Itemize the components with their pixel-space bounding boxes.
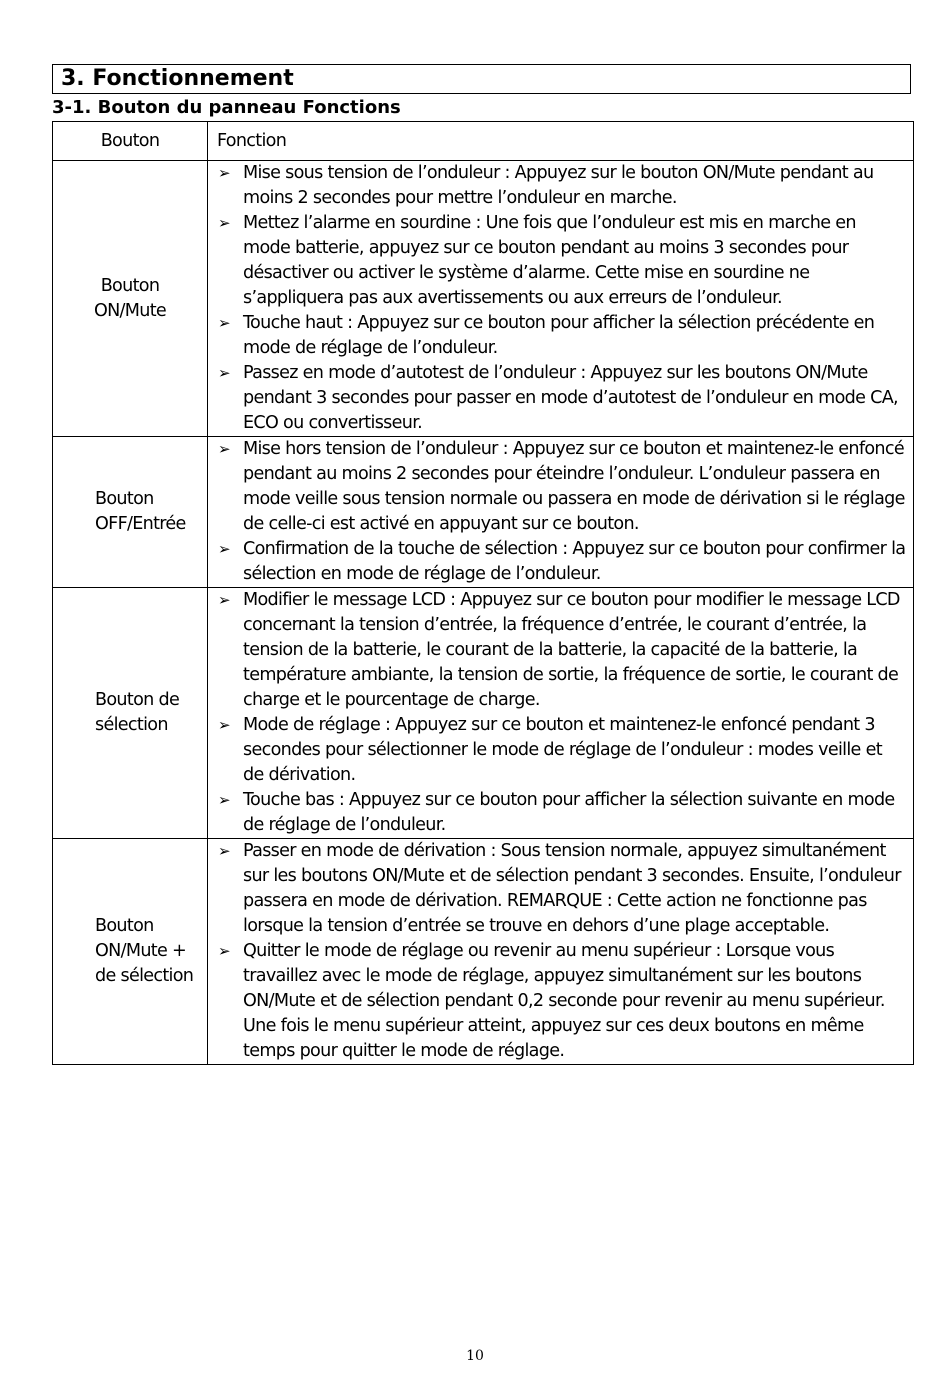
list-item: ➢ Confirmation de la touche de sélection : Appuyez sur ce bouton pour confirmer la sélection en mode de réglage de l’onduleur.	[218, 539, 906, 584]
table-row	[53, 588, 914, 839]
arrow-bullet-icon: ➢	[218, 214, 230, 232]
list-item: ➢ Passer en mode de dérivation : Sous tension normale, appuyez simultanément sur les boutons ON/Mute et de sélection pendant 3 secondes. Ensuite, l’onduleur passera en mode de dérivation. REMARQUE : Cette action ne fonctionne pas lorsque la tension d’entrée se trouve en dehors d’une plage acceptable.	[218, 841, 901, 936]
section-title: 3. Fonctionnement	[52, 64, 911, 94]
list-item: ➢ Touche haut : Appuyez sur ce bouton pour afficher la sélection précédente en mode de réglage de l’onduleur.	[218, 313, 875, 358]
header-bouton: Bouton	[53, 122, 208, 161]
button-name-cell	[53, 161, 208, 437]
arrow-bullet-icon: ➢	[218, 716, 230, 734]
arrow-bullet-icon: ➢	[218, 314, 230, 332]
button-name-line: OFF/Entrée	[95, 514, 186, 534]
button-name-line: ON/Mute	[93, 300, 167, 321]
list-item: ➢ Modifier le message LCD : Appuyez sur ce bouton pour modifier le message LCD concernant la tension d’entrée, la fréquence d’entrée, le courant d’entrée, la tension de la batterie, le courant de la batterie, la capacité de la batterie, la température ambiante, la tension de sortie, la fréquence de sortie, le courant de charge et le pourcentage de charge.	[218, 590, 900, 710]
arrow-bullet-icon: ➢	[218, 842, 230, 860]
button-name-line: Bouton de	[95, 690, 180, 710]
arrow-bullet-icon: ➢	[218, 942, 230, 960]
table-row	[53, 437, 914, 588]
button-name-cell	[53, 437, 208, 588]
button-name-line: Bouton	[100, 275, 160, 296]
table-row	[53, 839, 914, 1065]
button-name-line: sélection	[95, 715, 168, 735]
list-item: ➢ Mise hors tension de l’onduleur : Appuyez sur ce bouton et maintenez-le enfoncé pendant au moins 2 secondes pour éteindre l’onduleur. L’onduleur passera en mode veille sous tension normale ou passera en mode de dérivation si le réglage de celle-ci est activé en appuyant sur ce bouton.	[218, 439, 905, 534]
list-item: ➢ Mettez l’alarme en sourdine : Une fois que l’onduleur est mis en marche en mode batterie, appuyez sur ce bouton pendant au moins 3 secondes pour désactiver ou activer le système d’alarme. Cette mise en sourdine ne s’appliquera pas aux avertissements ou aux erreurs de l’onduleur.	[218, 213, 856, 308]
button-name-cell	[53, 588, 208, 839]
table-row	[53, 161, 914, 437]
list-item: ➢ Touche bas : Appuyez sur ce bouton pour afficher la sélection suivante en mode de réglage de l’onduleur.	[218, 790, 895, 835]
button-name-line: de sélection	[95, 966, 194, 986]
arrow-bullet-icon: ➢	[218, 364, 230, 382]
arrow-bullet-icon: ➢	[218, 440, 230, 458]
button-name-line: Bouton	[95, 916, 154, 936]
arrow-bullet-icon: ➢	[218, 591, 230, 609]
function-table	[52, 121, 914, 1065]
button-name-line: ON/Mute +	[95, 941, 187, 961]
arrow-bullet-icon: ➢	[218, 540, 230, 558]
header-fonction: Fonction	[208, 122, 914, 161]
function-cell	[208, 839, 914, 1065]
table-header-row	[53, 122, 914, 161]
arrow-bullet-icon: ➢	[218, 164, 230, 182]
list-item: ➢ Mise sous tension de l’onduleur : Appuyez sur le bouton ON/Mute pendant au moins 2 secondes pour mettre l’onduleur en marche.	[218, 163, 874, 208]
list-item: ➢ Passez en mode d’autotest de l’onduleur : Appuyez sur les boutons ON/Mute pendant 3 secondes pour passer en mode d’autotest de l’onduleur en mode CA, ECO ou convertisseur.	[218, 363, 898, 433]
page-number: 10	[466, 1348, 484, 1364]
function-cell	[208, 437, 914, 588]
button-name-cell	[53, 839, 208, 1065]
button-name-line: Bouton	[95, 489, 154, 509]
function-cell	[208, 588, 914, 839]
subsection-title: 3-1. Bouton du panneau Fonctions	[52, 97, 401, 118]
list-item: ➢ Quitter le mode de réglage ou revenir au menu supérieur : Lorsque vous travaillez avec le mode de réglage, appuyez simultanément sur les boutons ON/Mute et de sélection pendant 0,2 seconde pour revenir au menu supérieur. Une fois le menu supérieur atteint, appuyez sur ces deux boutons en même temps pour quitter le mode de réglage.	[218, 941, 885, 1061]
arrow-bullet-icon: ➢	[218, 791, 230, 809]
function-cell	[208, 161, 914, 437]
list-item: ➢ Mode de réglage : Appuyez sur ce bouton et maintenez-le enfoncé pendant 3 secondes pour sélectionner le mode de réglage de l’onduleur : modes veille et de dérivation.	[218, 715, 882, 785]
